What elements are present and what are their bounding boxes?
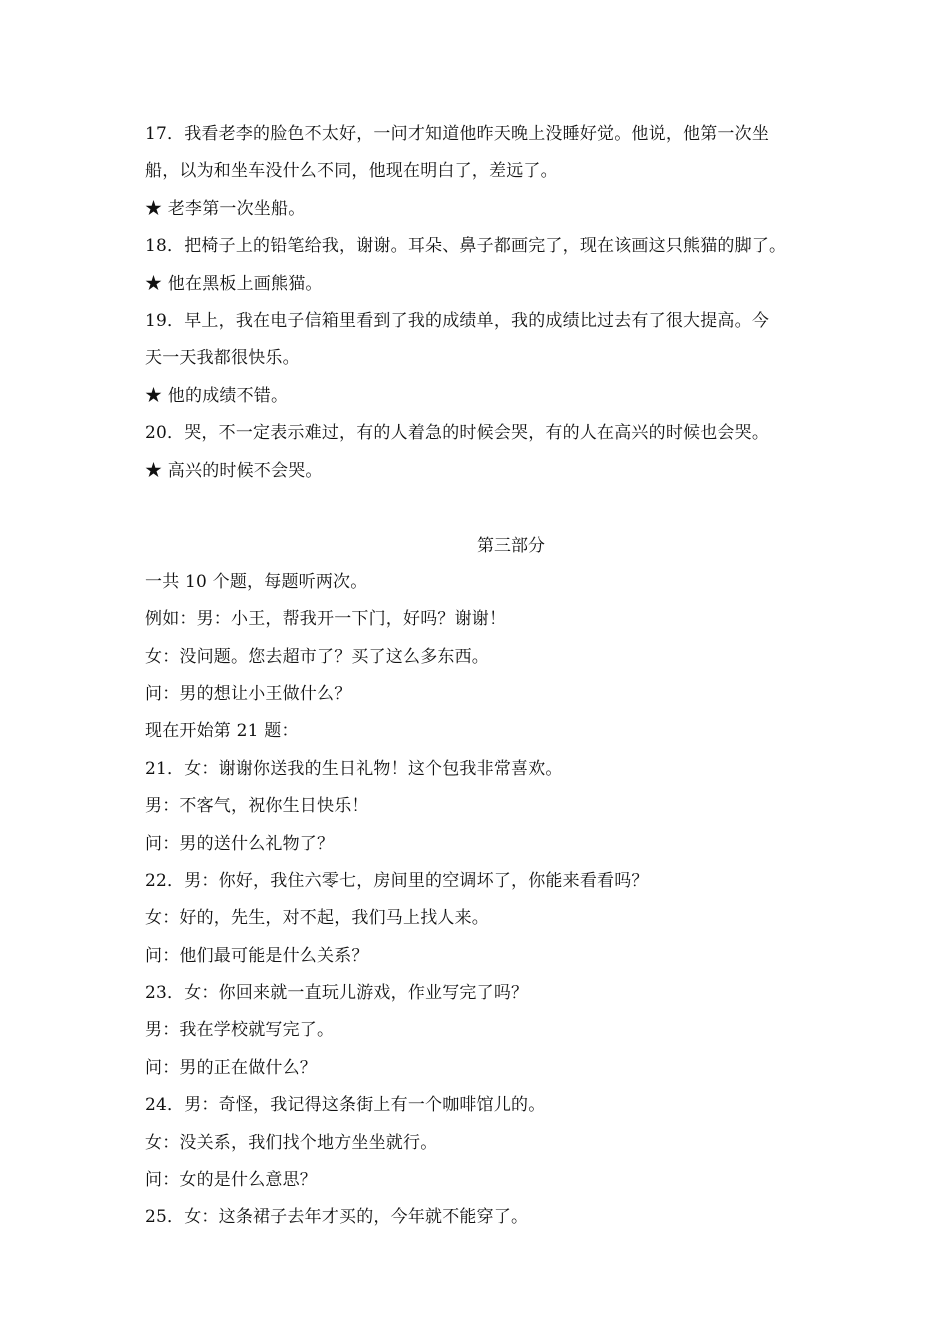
text-line: 21．女：谢谢你送我的生日礼物！这个包我非常喜欢。 [145, 759, 563, 779]
text-line: 问：男的正在做什么？ [145, 1058, 317, 1078]
text-line: 男：不客气，祝你生日快乐！ [145, 796, 369, 816]
text-line: 天一天我都很快乐。 [145, 348, 300, 368]
statement-line: ★ 他的成绩不错。 [145, 386, 289, 406]
text-line: 问：他们最可能是什么关系？ [145, 946, 369, 966]
statement-line: ★ 老李第一次坐船。 [145, 199, 306, 219]
text-line: 19．早上，我在电子信箱里看到了我的成绩单，我的成绩比过去有了很大提高。今 [145, 311, 770, 331]
section-title: 第三部分 [477, 536, 545, 556]
text-line: 18．把椅子上的铅笔给我，谢谢。耳朵、鼻子都画完了，现在该画这只熊猫的脚了。 [145, 236, 787, 256]
text-line: 25．女：这条裙子去年才买的，今年就不能穿了。 [145, 1207, 529, 1227]
text-line: 问：男的送什么礼物了？ [145, 834, 335, 854]
text-line: 男：我在学校就写完了。 [145, 1020, 335, 1040]
text-line: 例如：男：小王，帮我开一下门，好吗？谢谢！ [145, 609, 507, 629]
text-line: 船，以为和坐车没什么不同，他现在明白了，差远了。 [145, 161, 558, 181]
statement-line: ★ 高兴的时候不会哭。 [145, 461, 323, 481]
text-line: 20．哭，不一定表示难过，有的人着急的时候会哭，有的人在高兴的时候也会哭。 [145, 423, 770, 443]
text-line: 女：没问题。您去超市了？买了这么多东西。 [145, 647, 489, 667]
text-line: 17．我看老李的脸色不太好，一问才知道他昨天晚上没睡好觉。他说，他第一次坐 [145, 124, 770, 144]
text-line: 女：好的，先生，对不起，我们马上找人来。 [145, 908, 489, 928]
text-line: 女：没关系，我们找个地方坐坐就行。 [145, 1133, 438, 1153]
text-line: 22．男：你好，我住六零七，房间里的空调坏了，你能来看看吗？ [145, 871, 649, 891]
text-line: 24．男：奇怪，我记得这条街上有一个咖啡馆儿的。 [145, 1095, 546, 1115]
text-line: 现在开始第 21 题： [145, 721, 299, 741]
text-line: 23．女：你回来就一直玩儿游戏，作业写完了吗？ [145, 983, 529, 1003]
statement-line: ★ 他在黑板上画熊猫。 [145, 274, 323, 294]
text-line: 问：女的是什么意思？ [145, 1170, 317, 1190]
text-line: 一共 10 个题，每题听两次。 [145, 572, 368, 592]
text-line: 问：男的想让小王做什么？ [145, 684, 352, 704]
